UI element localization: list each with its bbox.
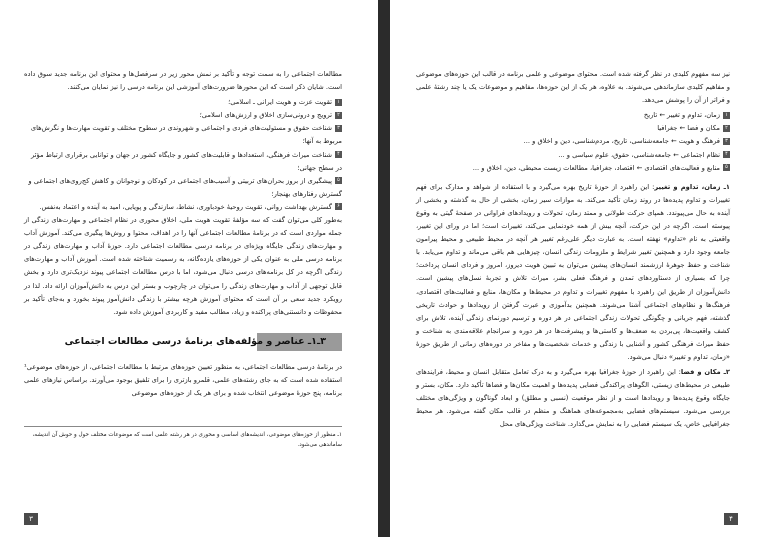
list-item-text: نظام اجتماعی ← جامعه‌شناسی، حقوق، علوم سیاسی و ... [558,150,720,159]
list-item [24,149,342,175]
section-heading [24,331,342,353]
list-item-text: شناخت میراث فرهنگی، استعدادها و قابلیت‌های کشور و جایگاه کشور در جهان و توانایی برقراری ارتباط مؤثر در سطح جهانی؛ [30,150,342,172]
place-space-paragraph [416,366,730,431]
right-intro-paragraph: نیز سه مفهوم کلیدی در نظر گرفته شده است. محتوای موضوعی و علمی برنامه در قالب این حوزه‌های موضوعی و مفاهیم کلیدی سازماندهی می‌شوند. به علاوه، هر یک از این حوزه‌ها، مفاهیم و موضوعات یک یا چند رشتهٔ علمی و فراتر از آن را پوشش می‌دهد. [416,70,730,105]
footnote-divider [24,426,342,427]
left-body-paragraph: به‌طور کلی می‌توان گفت که سه مؤلفهٔ تقویت هویت ملی، اخلاق محوری در نظام اجتماعی و مهارت‌های زندگی از جمله مواردی است که در برنامهٔ مطالعات اجتماعی آنها را در اهداف، محتوا و روش‌ها پیگیری می‌کند. آموزش آداب و مهارت‌های زندگی جایگاه ویژه‌ای در برنامه درسی مطالعات اجتماعی دارد. حوزهٔ آداب و مهارت‌های زندگی در برنامه درسی ملی به عنوان یکی از حوزه‌های یازده‌گانه، به رسمیت شناخته شده است. آموزش آداب و مهارت‌های زندگی اگرچه در کل برنامه‌های درسی دنبال می‌شود، اما با درس مطالعات اجتماعی پیوند نزدیک‌تری دارد و بخش قابل توجهی از آداب و مهارت‌های زندگی را می‌توان در چارچوب و بستر این درس به دانش‌آموزان ارائه داد. لذا در رویکرد جدید سعی بر آن است که محتوای آموزش هرچه بیشتر با زندگی دانش‌آموز پیوند بخورد و به‌جای تأکید بر محفوظات و دانستنی‌های پراکنده و زیاد، مطالب مفید و کاربردی آموزش داده شود. [24,216,342,316]
paragraph-heading: ۱ـ زمان، تداوم و تغییر [654,182,730,191]
list-item-text: ترویج و درونی‌سازی اخلاق و ارزش‌های اسلامی؛ [199,111,332,120]
list-item [416,122,730,135]
list-item [416,109,730,122]
paragraph-text: : این راهبرد از حوزهٔ جغرافیا بهره می‌گیرد و به درک تعامل متقابل انسان و محیط، فرایندهای طبیعی در محیط‌های زیستی، الگوهای پراکندگی فضایی پدیده‌ها و اهمیت مکان‌ها و فضاها تأکید دارد. مکان، بستر و جایگاه وقوع پدیده‌ها و رویدادها است و از نظر موقعیت (نسبی و مطلق) و ابعاد گوناگون و ویژگی‌های مختلف بررسی می‌شود. سیستم‌های فضایی به‌مجموعه‌های هماهنگ و منظم در قالب مکان گفته می‌شود. هر محیط جغرافیایی خاص، یک سیستم فضایی را به نمایش می‌گذارد. شناخت ویژگی‌های محل [416,368,730,429]
list-item-text: مکان و فضا ← جغرافیا [657,124,720,133]
number-badge: ۲ [723,125,730,132]
page-number: ۴ [724,513,738,525]
list-item [24,175,342,201]
left-goal-list [24,96,342,214]
list-item-text: فرهنگ و هویت ← جامعه‌شناسی، تاریخ، مردم‌شناسی، دین و اخلاق و ... [523,137,720,146]
list-item [416,135,730,148]
list-item [416,149,730,162]
right-page [390,0,768,537]
list-item-text: گسترش بهداشت روانی، تقویت روحیهٔ خودباوری، نشاط، سازندگی و پویایی، امید به آینده و اعتماد به‌نفس. [39,202,332,211]
number-badge: ۱ [723,112,730,119]
left-intro-paragraph: مطالعات اجتماعی را به سمت توجه و تأکید بر نمش محور زیر در سرفصل‌ها و محتوای این برنامه جدید سوق داده است. شایان ذکر است که این محورها ضرورت‌های آموزشی این برنامه درسی را نیز نمایان می‌کنند. [24,70,342,92]
list-item [24,122,342,148]
paragraph-heading: ۲ـ مکان و فضا [680,368,731,377]
time-continuity-paragraph [416,181,730,364]
page-number: ۳ [24,513,38,525]
section-title: ۳ـ۱ـ عناصر و مؤلفه‌های برنامهٔ درسی مطالعات اجتماعی [64,335,326,347]
list-item-text: منابع و فعالیت‌های اقتصادی ← اقتصاد، جغرافیا، مطالعات زیست محیطی، دین، اخلاق و ... [472,163,720,172]
number-badge: ۴ [723,151,730,158]
list-item [24,201,342,214]
number-badge: ۳ [335,125,342,132]
section-body-paragraph: در برنامهٔ درسی مطالعات اجتماعی، به منظور تعیین حوزه‌های مرتبط با مطالعات اجتماعی، از حوزه‌های موضوعی¹ استفاده شده است که به جای رشته‌های علمی، قلمرو بازتری را برای تلفیق بوجود می‌آورند. براساس نیازهای علمی برنامه، پنج حوزهٔ موضوعی انتخاب شده و برای هر یک از حوزه‌های موضوعی [24,362,342,397]
number-badge: ۱ [335,99,342,106]
list-item [416,162,730,175]
list-item [24,96,342,109]
number-badge: ۲ [335,112,342,119]
list-item-text: تقویت عزت و هویت ایرانی ـ اسلامی؛ [228,98,332,107]
left-page [0,0,378,537]
footnote: ۱ـ منظور از حوزه‌های موضوعی، اندیشه‌های اساسی و محوری در هر رشته علمی است که موضوعات مختلف حول و حوش آن اندیشه، ساماندهی می‌شود. [32,432,342,448]
list-item-text: شناخت حقوق و مسئولیت‌های فردی و اجتماعی و شهروندی در سطوح مختلف و تقویت مهارت‌ها و نگرش‌های مربوط به آنها؛ [30,124,342,146]
number-badge: ۳ [723,138,730,145]
domain-list [416,109,730,174]
number-badge: ۵ [723,164,730,171]
paragraph-text: : این راهبرد از حوزهٔ تاریخ بهره می‌گیرد و با استفاده از شواهد و مدارک برای فهم تغییرات و تداوم پدیده‌ها در روند زمان تأکید می‌کند. به موازات سیر زمان، بخشی از حال به گذشته و بخشی از آینده به حال می‌پیوندد. همپای حرکت طولانی و ممتد زمان، تحولات و رویدادهای فراوانی در صفحهٔ گیتی به وقوع پیوسته است. اگرچه در این حرکت، آنچه بیش از همه خودنمایی می‌کند، تغییرات است؛ اما در ورای این تغییر، واقعیتی به نام «تداوم» نهفته است. به عبارت دیگر علی‌رغم تغییر هر آنچه در محیط طبیعی و محیط پیرامون جامعه وجود دارد و همچنین تغییر شرایط و ملزومات زندگی انسان، چیزهایی هم باقی می‌ماند و تداوم می‌یابد. با شناخت و حفظ جوهرهٔ ارزشمند انسان‌های پیشین می‌توان به تبیین هویت دیروز، امروز و فردای انسان پرداخت؛ چرا که بسیاری از دستاوردهای تمدن و فرهنگ فعلی بشر، میراث تلاش و تجربهٔ نسل‌های پیشین است. دانش‌آموزان از طریق این راهبرد با مفهوم تغییرات و تداوم در محیط‌ها و مکان‌ها، منابع و فعالیت‌های اقتصادی، فرهنگ‌ها و نظام‌های اجتماعی آشنا می‌شوند. همچنین بدآموزی و عبرت گرفتن از رویدادها و حوادث تاریخی گذشته، فهم جریانی و چگونگی تحولات زندگی اجتماعی در هر دوره و ترسیم دورنمای زندگی آینده، تلاش برای کشف واقعیت‌ها، پی‌بردن به ضعف‌ها و کاستی‌ها و پیشرفت‌ها در هر دوره و سرانجام علاقه‌مندی به شناخت و حفظ میراث فرهنگی کشور و آشنایی با زندگی و خدمات شخصیت‌ها و مفاخر در دوره‌های زمانی از طریق حوزهٔ «زمان، تداوم و تغییر» دنبال می‌شود. [416,182,730,361]
number-badge: ۵ [335,177,342,184]
list-item [24,109,342,122]
list-item-text: زمان، تداوم و تغییر ← تاریخ [643,111,720,120]
number-badge: ۴ [335,151,342,158]
list-item-text: پیشگیری از بروز بحران‌های تربیتی و آسیب‌های اجتماعی در کودکان و نوجوانان و کاهش کج‌روی‌های اجتماعی و گسترش رفتارهای بهنجار؛ [28,176,342,198]
number-badge: ۶ [335,203,342,210]
book-spine [378,0,390,537]
